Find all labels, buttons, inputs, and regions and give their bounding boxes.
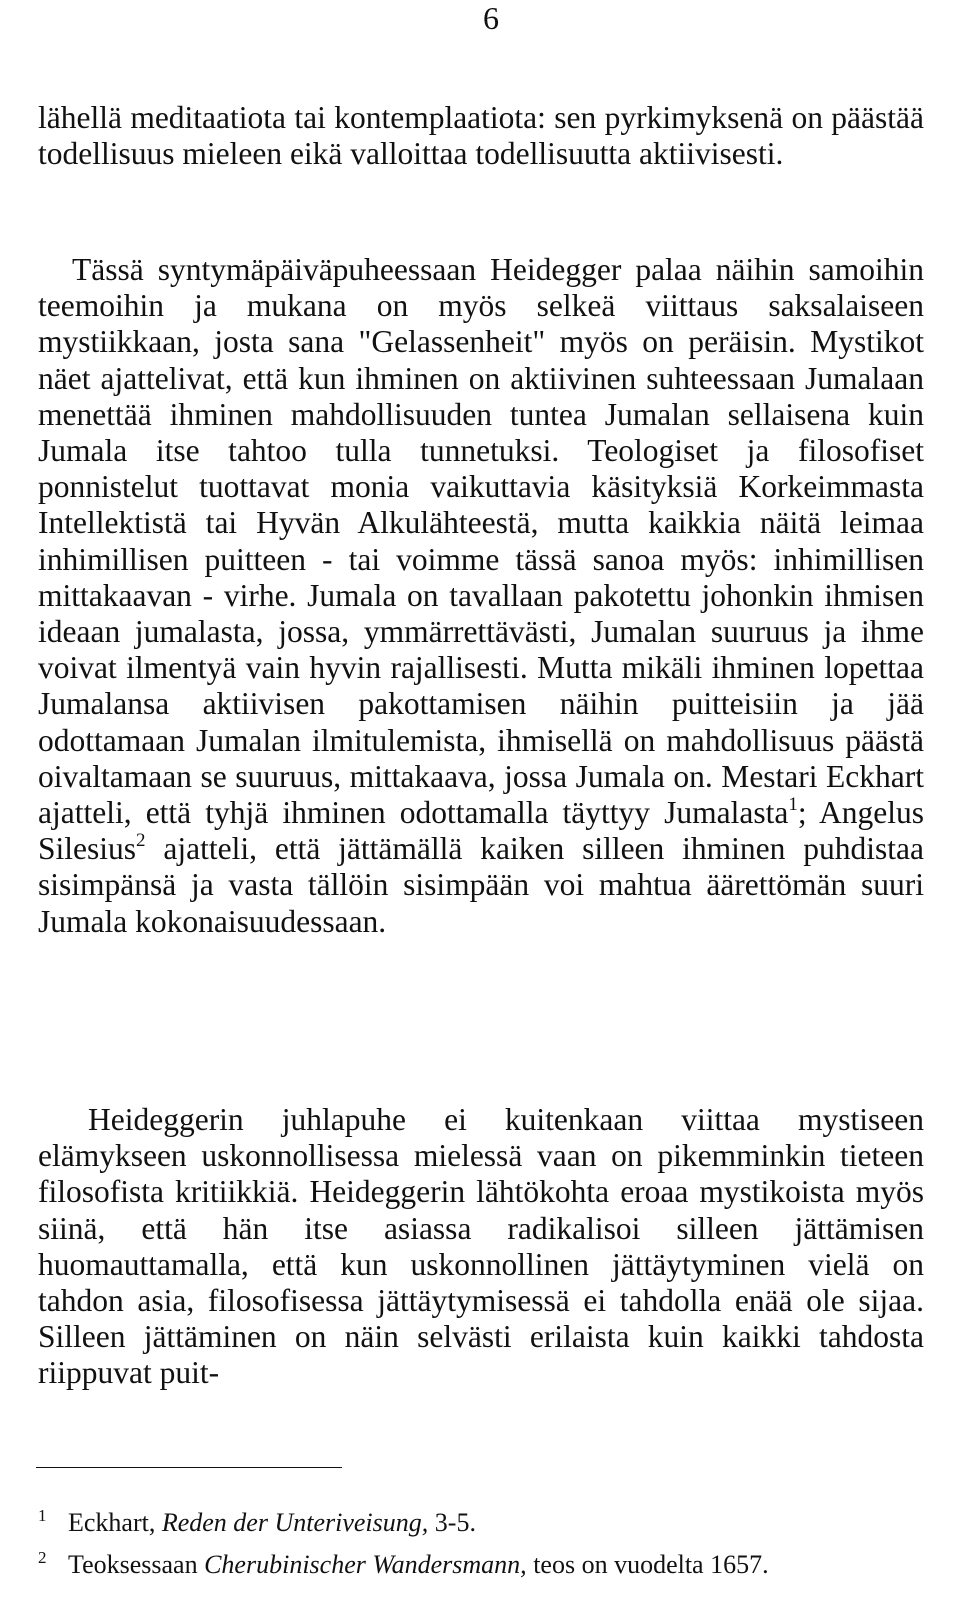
footnote-2-title: Cherubinischer Wandersmann,: [204, 1550, 527, 1579]
footnote-reference-2: 2: [136, 830, 146, 852]
footnote-1-title: Reden der Unteriveisung,: [161, 1508, 429, 1537]
paragraph-2-text-c: ajatteli, että jättämällä kaiken silleen ihminen puhdistaa sisimpänsä ja vasta tällöin sisimpään voi mahtua äärettömän suuri Jumala kokonaisuudessaan.: [38, 831, 924, 939]
footnote-1-rest: 3-5.: [428, 1508, 476, 1537]
paragraph-2: [38, 252, 924, 940]
paragraph-2-text-a: Tässä syntymäpäiväpuheessaan Heidegger palaa näihin samoihin teemoihin ja mukana on myös selkeä viittaus saksalaiseen mystiikkaan, josta sana "Gelassenheit" myös on peräisin. Mystikot näet ajattelivat, että kun ihminen on aktiivinen suhteessaan Jumalaan menettää ihminen mahdollisuuden tuntea Jumalan sellaisena kuin Jumala itse tahtoo tulla tunnetuksi. Teologiset ja filosofiset ponnistelut tuottavat monia vaikuttavia käsityksiä Korkeimmasta Intellektistä tai Hyvän Alkulähteestä, mutta kaikkia näitä leimaa inhimillisen puitteen - tai voimme tässä sanoa myös: inhimillisen mittakaavan - virhe. Jumala on tavallaan pakotettu johonkin ihmisen ideaan jumalasta, jossa, ymmärrettävästi, Jumalan suuruus ja ihme voivat ilmentyä vain hyvin rajallisesti. Mutta mikäli ihminen lopettaa Jumalansa aktiivisen pakottamisen näihin puitteisiin ja jää odottamaan Jumalan ilmitulemista, ihmisellä on mahdollisuus päästä oivaltamaan se suuruus, mittakaava, jossa Jumala on. Mestari Eckhart ajatteli, että tyhjä ihminen odottamalla täyttyy Jumalasta: [38, 252, 924, 831]
footnote-2-author: Teoksessaan: [68, 1550, 205, 1579]
footnote-reference-1: 1: [788, 794, 798, 816]
footnote-1: [38, 1500, 924, 1539]
page-number: 6: [483, 0, 499, 36]
paragraph-3: Heideggerin juhlapuhe ei kuitenkaan viittaa mystiseen elämykseen uskonnollisessa mielessä vaan on pikemminkin tieteen filosofista kritiikkiä. Heideggerin lähtökohta eroaa mystikoista myös siinä, että hän itse asiassa radikalisoi silleen jättämisen huomauttamalla, että kun uskonnollinen jättäytyminen vielä on tahdon asia, filosofisessa jättäytymisessä ei tahdolla enää ole sijaa. Silleen jättäminen on näin selvästi erilaista kuin kaikki tahdosta riippuvat puit-: [38, 1102, 924, 1391]
footnote-divider: [36, 1467, 342, 1468]
footnote-2-mark: 2: [38, 1548, 47, 1567]
footnote-1-mark: 1: [38, 1506, 47, 1525]
paragraph-2-text-b: ; Angelus Silesius: [38, 795, 924, 867]
footnote-1-author: Eckhart,: [68, 1508, 162, 1537]
paragraph-1: lähellä meditaatiota tai kontemplaatiota: sen pyrkimyksenä on päästää todellisuus mieleen eikä valloittaa todellisuutta aktiivisesti.: [38, 100, 924, 172]
footnote-2: [38, 1542, 924, 1581]
footnote-2-rest: teos on vuodelta 1657.: [526, 1550, 769, 1579]
